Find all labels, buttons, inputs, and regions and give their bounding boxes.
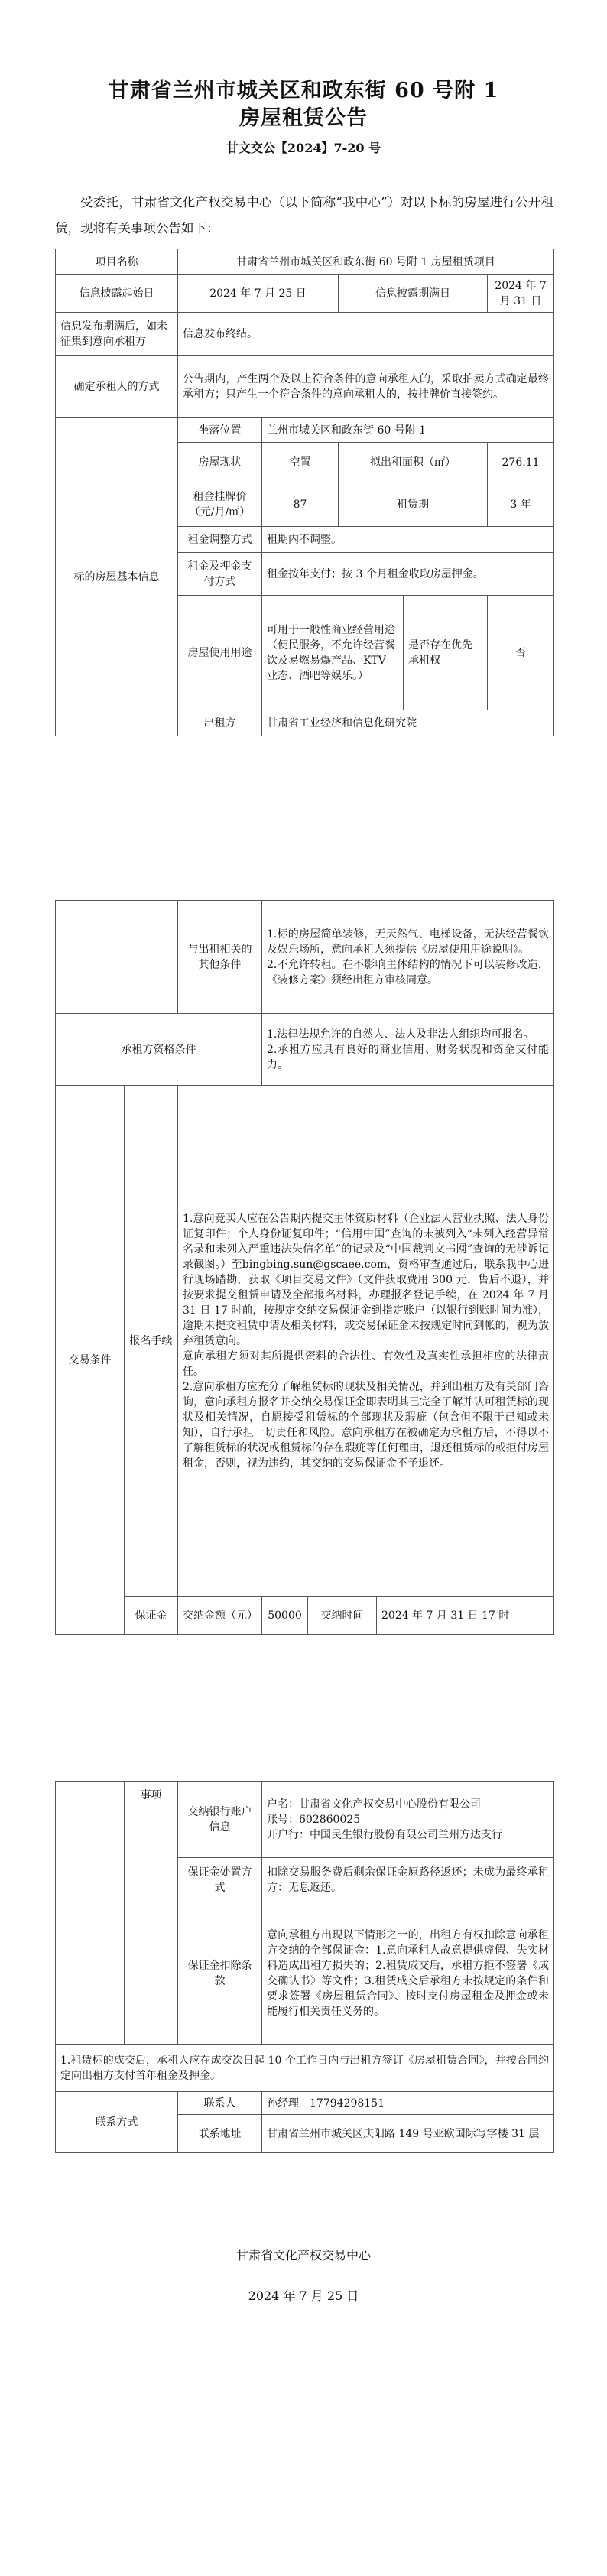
contract-note: 1.租赁标的成交后，承租人应在成交次日起 10 个工作日内与出租方签订《房屋租赁合同》，并按合同约定向出租方支付首年租金及押金。 [56, 2045, 554, 2092]
deposit-time-value: 2024 年 7 月 31 日 17 时 [377, 1597, 554, 1635]
project-name-label: 项目名称 [56, 249, 178, 275]
deposit-time-label: 交纳时间 [308, 1597, 377, 1635]
lessor-label: 出租方 [178, 710, 262, 736]
deposit-label: 保证金 [125, 1597, 178, 1635]
table-row [56, 356, 554, 418]
term-label: 租赁期 [339, 482, 488, 527]
project-info-table [55, 249, 554, 736]
price-value: 87 [262, 482, 339, 527]
table-row [56, 249, 554, 275]
bank-label: 交纳银行账户信息 [178, 1782, 262, 1858]
deposit-amount-label: 交纳金额（元） [178, 1597, 262, 1635]
table-row [56, 1782, 554, 1858]
price-label: 租金挂牌价（元/月/㎡） [178, 482, 262, 527]
location-value: 兰州市城关区和政东街 60 号附 1 [262, 418, 554, 443]
other-conditions-value: 1.标的房屋简单装修，无天然气、电梯设备，无法经营餐饮及娱乐场所，意向承租人须提供《房屋使用用途说明》。 2.不允许转租。在不影响主体结构的情况下可以装修改造，《装修方案》须经出租方审核同意。 [262, 901, 554, 1014]
location-label: 坐落位置 [178, 418, 262, 443]
address-label: 联系地址 [178, 2115, 262, 2153]
adjust-value: 租期内不调整。 [262, 527, 554, 553]
trade-conditions-label: 交易条件 [56, 1086, 125, 1635]
table-row [56, 418, 554, 443]
area-value: 276.11 [488, 443, 554, 482]
person-label: 联系人 [178, 2092, 262, 2115]
payment-value: 租金按年支付；按 3 个月租金收取房屋押金。 [262, 553, 554, 596]
status-label: 房屋现状 [178, 443, 262, 482]
deduct-value: 意向承租方出现以下情形之一的，出租方有权扣除意向承租方交纳的全部保证金：1.意向承租人故意提供虚假、失实材料造成出租方损失的；2.租赁成交后，承租方拒不签署《成交确认书》等文件；3.租赁成交后承租方未按规定的条件和要求签署《房屋租赁合同》、按时支付房屋租金及押金或未能履行相关责任义务的。 [262, 1902, 554, 2045]
project-name-value: 甘肃省兰州市城关区和政东街 60 号附 1 房屋租赁项目 [178, 249, 554, 275]
signup-value: 1.意向竞买人应在公告期内提交主体资质材料（企业法人营业执照、法人身份证复印件；个人身份证复印件；“信用中国”查询的未被列入“未列入经营异常名录和未列入严重违法失信名单”的记录及“中国裁判文书网”查询的无涉诉记录截图。）至bingbing.sun@gscaee.com，资格审查通过后，联系我中心进行现场踏勘，获取《项目交易文件》（文件获取费用 300 元，售后不退），并按要求提交租赁申请及全部报名材料，办理报名登记手续，在 2024 年 7 月 31 日 17 时前，按规定交纳交易保证金到指定账户（以银行到账时间为准），逾期未提交租赁申请及相关材料，或交易保证金未按规定时间到帐的，视为放弃租赁意向。 意向承租方须对其所提供资料的合法性、有效性及真实性承担相应的法律责任。 2.意向承租方应充分了解租赁标的现状及相关情况，并到出租方及有关部门咨询，意向承租方报名并交纳交易保证金即表明其已完全了解并认可租赁标的现状及相关情况，自愿接受租赁标的全部现状及瑕疵（包含但不限于已知或未知），自行承担一切责任和风险。意向承租方在被确定为承租方后，不得以不了解租赁标的状况或租赁标的存在瑕疵等任何理由，退还租赁标的或拒付房屋租金，否则，视为违约，其交纳的交易保证金不予退还。 [178, 1086, 554, 1597]
qualification-value: 1.法律法规允许的自然人、法人及非法人组织均可报名。 2.承租方应具有良好的商业信用、财务状况和资金支付能力。 [262, 1014, 554, 1086]
table-row [56, 901, 554, 1014]
priority-value: 否 [488, 596, 554, 710]
area-label: 拟出租面积（㎡） [339, 443, 488, 482]
method-label: 确定承租人的方式 [56, 356, 178, 418]
title-line-1: 甘肃省兰州市城关区和政东街 60 号附 1 [108, 79, 499, 102]
disclosure-start-label: 信息披露起始日 [56, 275, 178, 313]
bank-value: 户名：甘肃省文化产权交易中心股份有限公司 账号：602860025 开户行：中国民生银行股份有限公司兰州方达支行 [262, 1782, 554, 1858]
table-row [56, 1014, 554, 1086]
adjust-label: 租金调整方式 [178, 527, 262, 553]
usage-label: 房屋使用用途 [178, 596, 262, 710]
table-row [56, 1086, 554, 1597]
table-row [56, 275, 554, 313]
other-conditions-blank [56, 901, 178, 1014]
signature-date: 2024 年 7 月 25 日 [248, 2289, 359, 2303]
title-line-2: 房屋租赁公告 [239, 106, 368, 130]
status-value: 空置 [262, 443, 339, 482]
signature-org: 甘肃省文化产权交易中心 [235, 2248, 371, 2263]
table-row [56, 313, 554, 356]
intro-paragraph: 受委托，甘肃省文化产权交易中心（以下简称“我中心”）对以下标的房屋进行公开租赁，现将有关事项公告如下： [55, 195, 553, 236]
disclosure-end-label: 信息披露期满日 [339, 275, 488, 313]
basic-info-label: 标的房屋基本信息 [56, 418, 178, 736]
no-lessee-label: 信息发布期满后，如未征集到意向承租方 [56, 313, 178, 356]
signup-label: 报名手续 [125, 1086, 178, 1597]
contact-label: 联系方式 [56, 2092, 178, 2153]
term-value: 3 年 [488, 482, 554, 527]
table-row [56, 2092, 554, 2115]
other-conditions-label: 与出租相关的其他条件 [178, 901, 262, 1014]
conditions-table [55, 900, 554, 1635]
handle-value: 扣除交易服务费后剩余保证金原路径返还；未成为最终承租方：无息返还。 [262, 1858, 554, 1902]
handle-label: 保证金处置方式 [178, 1858, 262, 1902]
disclosure-end-value: 2024 年 7 月 31 日 [488, 275, 554, 313]
items-label: 事项 [125, 1782, 178, 2045]
address-value: 甘肃省兰州市城关区庆阳路 149 号亚欧国际写字楼 31 层 [262, 2115, 554, 2153]
lessor-value: 甘肃省工业经济和信息化研究院 [262, 710, 554, 736]
deduct-label: 保证金扣除条款 [178, 1902, 262, 2045]
person-value: 孙经理 17794298151 [262, 2092, 554, 2115]
deposit-amount-value: 50000 [262, 1597, 308, 1635]
document-number: 甘文交公【2024】7-20 号 [226, 141, 381, 155]
payment-label: 租金及押金支付方式 [178, 553, 262, 596]
blank-cell [56, 1782, 125, 2045]
table-row [56, 2045, 554, 2092]
table-row [56, 1597, 554, 1635]
priority-label: 是否存在优先承租权 [404, 596, 488, 710]
usage-value: 可用于一般性商业经营用途（便民服务，不允许经营餐饮及易燃易爆产品、KTV 业态、酒吧等娱乐。） [262, 596, 404, 710]
disclosure-start-value: 2024 年 7 月 25 日 [178, 275, 339, 313]
method-value: 公告期内，产生两个及以上符合条件的意向承租人的，采取拍卖方式确定最终承租方；只产生一个符合条件的意向承租人的，按挂牌价直接签约。 [178, 356, 554, 418]
no-lessee-value: 信息发布终结。 [178, 313, 554, 356]
deposit-contact-table [55, 1781, 554, 2153]
qualification-label: 承租方资格条件 [56, 1014, 262, 1086]
